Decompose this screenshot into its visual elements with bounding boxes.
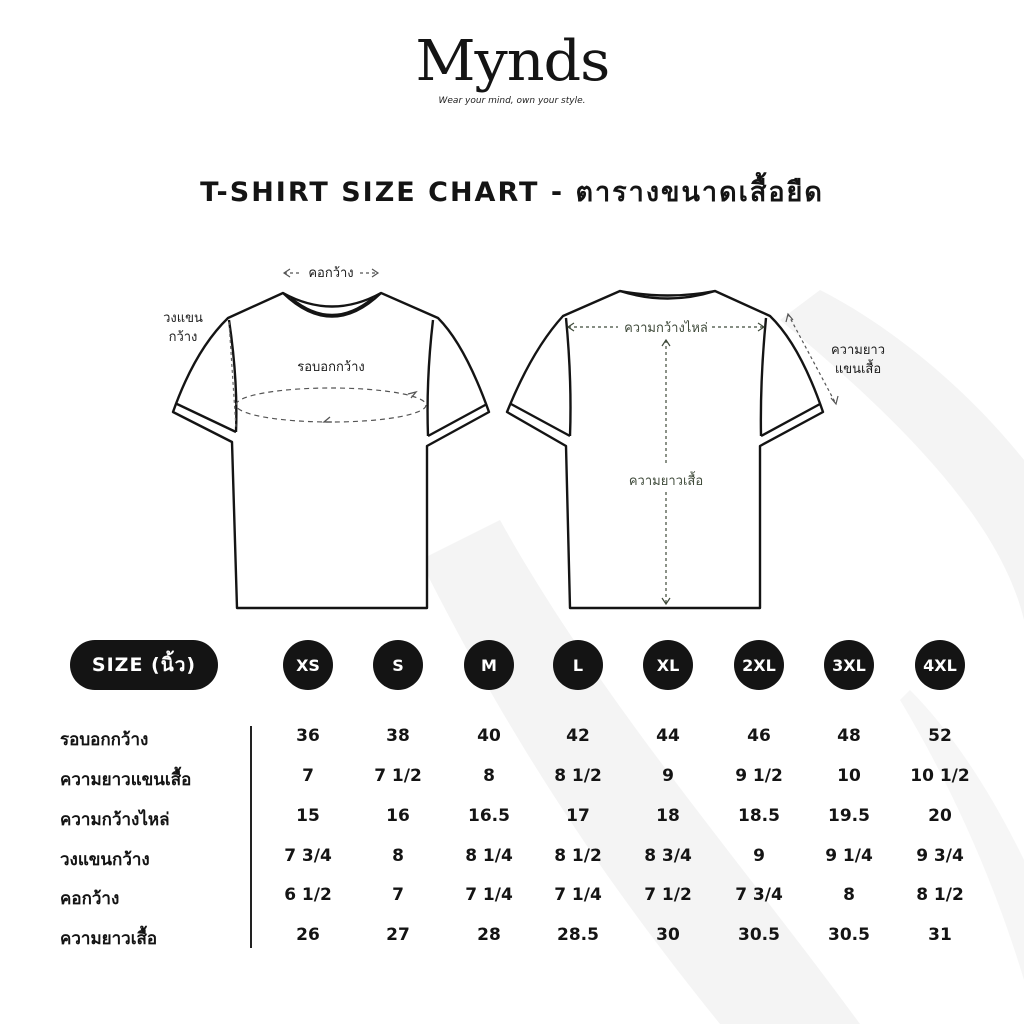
table-cell: 9 3/4 bbox=[916, 846, 964, 866]
table-cell: 38 bbox=[386, 726, 410, 746]
table-cell: 46 bbox=[747, 726, 771, 746]
row-label: ความยาวแขนเสื้อ bbox=[60, 770, 192, 790]
table-row bbox=[0, 758, 1024, 798]
table-cell: 30.5 bbox=[828, 925, 870, 945]
table-cell: 30.5 bbox=[738, 925, 780, 945]
table-cell: 26 bbox=[296, 925, 320, 945]
table-cell: 9 bbox=[753, 846, 765, 866]
size-circle-m: M bbox=[464, 640, 514, 690]
front-shirt-outline bbox=[173, 293, 489, 608]
table-cell: 44 bbox=[656, 726, 680, 746]
row-label: คอกว้าง bbox=[60, 889, 120, 909]
table-cell: 17 bbox=[566, 806, 590, 826]
page-title: T-SHIRT SIZE CHART - ตารางขนาดเสื้อยืด bbox=[200, 177, 824, 208]
table-cell: 7 bbox=[302, 766, 314, 786]
table-cell: 8 1/2 bbox=[554, 846, 602, 866]
table-row bbox=[0, 798, 1024, 838]
chest-label: รอบอกกว้าง bbox=[297, 360, 365, 375]
table-cell: 9 bbox=[662, 766, 674, 786]
neck-label: คอกว้าง bbox=[308, 266, 354, 281]
table-cell: 27 bbox=[386, 925, 410, 945]
shoulder-label: ความกว้างไหล่ bbox=[624, 321, 708, 336]
table-cell: 9 1/2 bbox=[735, 766, 783, 786]
brand-tagline: Wear your mind, own your style. bbox=[438, 96, 586, 106]
sleeve-opening-label-2: กว้าง bbox=[168, 330, 198, 345]
table-cell: 42 bbox=[566, 726, 590, 746]
table-cell: 16.5 bbox=[468, 806, 510, 826]
size-circle-l: L bbox=[553, 640, 603, 690]
table-cell: 8 bbox=[392, 846, 404, 866]
table-cell: 36 bbox=[296, 726, 320, 746]
table-cell: 7 bbox=[392, 885, 404, 905]
table-cell: 19.5 bbox=[828, 806, 870, 826]
table-cell: 8 bbox=[483, 766, 495, 786]
table-cell: 9 1/4 bbox=[825, 846, 873, 866]
row-label: ความยาวเสื้อ bbox=[60, 929, 158, 949]
sleeve-length-label-1: ความยาว bbox=[830, 343, 886, 358]
table-cell: 52 bbox=[928, 726, 952, 746]
size-circle-xs: XS bbox=[283, 640, 333, 690]
table-cell: 6 1/2 bbox=[284, 885, 332, 905]
table-row bbox=[0, 917, 1024, 957]
size-circle-xl: XL bbox=[643, 640, 693, 690]
table-cell: 7 1/4 bbox=[554, 885, 602, 905]
back-shirt-outline bbox=[507, 291, 823, 608]
table-cell: 10 bbox=[837, 766, 861, 786]
table-cell: 15 bbox=[296, 806, 320, 826]
table-cell: 48 bbox=[837, 726, 861, 746]
table-cell: 8 1/2 bbox=[554, 766, 602, 786]
table-cell: 7 1/2 bbox=[374, 766, 422, 786]
table-cell: 30 bbox=[656, 925, 680, 945]
table-cell: 7 3/4 bbox=[284, 846, 332, 866]
table-cell: 31 bbox=[928, 925, 952, 945]
row-label: ความกว้างไหล่ bbox=[60, 810, 170, 830]
size-circle-s: S bbox=[373, 640, 423, 690]
size-unit-pill: SIZE (นิ้ว) bbox=[70, 640, 218, 690]
brand-header bbox=[0, 30, 1024, 106]
table-cell: 7 1/4 bbox=[465, 885, 513, 905]
size-header-row bbox=[0, 640, 1024, 692]
table-cell: 40 bbox=[477, 726, 501, 746]
table-cell: 20 bbox=[928, 806, 952, 826]
row-label: วงแขนกว้าง bbox=[60, 850, 150, 870]
table-cell: 7 3/4 bbox=[735, 885, 783, 905]
size-circle-4xl: 4XL bbox=[915, 640, 965, 690]
sleeve-length-label-2: แขนเสื้อ bbox=[834, 362, 882, 377]
table-cell: 16 bbox=[386, 806, 410, 826]
sleeve-opening-label-1: วงแขน bbox=[163, 311, 203, 326]
table-cell: 8 1/2 bbox=[916, 885, 964, 905]
table-cell: 10 1/2 bbox=[910, 766, 970, 786]
size-circle-2xl: 2XL bbox=[734, 640, 784, 690]
table-cell: 7 1/2 bbox=[644, 885, 692, 905]
table-row bbox=[0, 838, 1024, 878]
row-label: รอบอกกว้าง bbox=[60, 730, 149, 750]
table-row bbox=[0, 718, 1024, 758]
table-cell: 28.5 bbox=[557, 925, 599, 945]
table-row bbox=[0, 877, 1024, 917]
brand-logo: Mynds bbox=[415, 29, 609, 94]
table-cell: 8 1/4 bbox=[465, 846, 513, 866]
size-circle-3xl: 3XL bbox=[824, 640, 874, 690]
table-cell: 18 bbox=[656, 806, 680, 826]
table-cell: 18.5 bbox=[738, 806, 780, 826]
table-cell: 8 3/4 bbox=[644, 846, 692, 866]
table-cell: 28 bbox=[477, 925, 501, 945]
body-length-label: ความยาวเสื้อ bbox=[628, 474, 704, 489]
table-cell: 8 bbox=[843, 885, 855, 905]
